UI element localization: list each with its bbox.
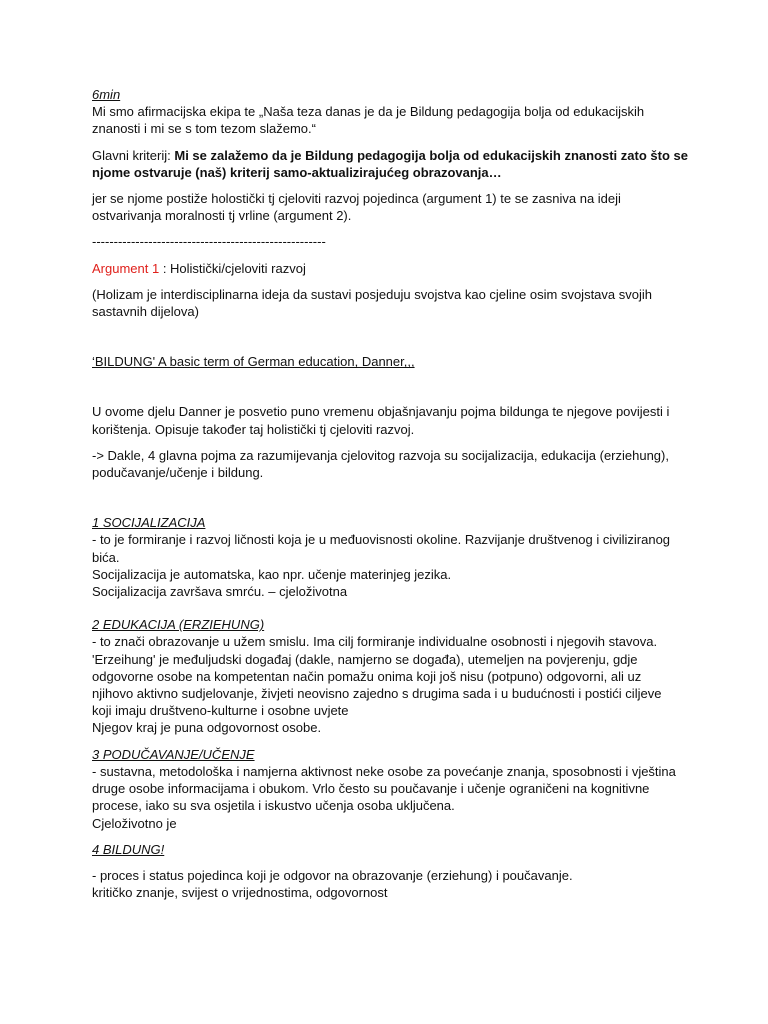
concepts-line-1: -> Dakle, 4 glavna pojma za razumijevanja cjelovitog razvoja su socijalizacija, edukacija (erziehung),: [92, 447, 669, 463]
section-line: Njegov kraj je puna odgovornost osobe.: [92, 720, 322, 736]
separator-line: ------------------------------------------------------: [92, 234, 326, 250]
section-heading: 2 EDUKACIJA (ERZIEHUNG): [92, 617, 265, 633]
section-line: - to znači obrazovanje u užem smislu. Ima cilj formiranje individualne osobnosti i njegovih stavova.: [92, 634, 658, 650]
holism-note-line-2: sastavnih dijelova): [92, 304, 199, 320]
section-line: druge osobe informacijama i obukom. Vrlo često su poučavanje i učenje ograničeni na kognitivne: [92, 781, 650, 797]
section-poducavanje: [92, 746, 692, 832]
section-line: Cjeloživotno je: [92, 815, 177, 831]
section-edukacija: [92, 616, 692, 736]
intro-line-1: Mi smo afirmacijska ekipa te „Naša teza danas je da je Bildung pedagogija bolja od edukacijskih: [92, 104, 645, 120]
section-line: odgovorne osobe na kompetentan način pomažu onima koji još nisu (potpuno) odgovorni, ali uz: [92, 668, 642, 684]
concepts-line-2: podučavanje/učenje i bildung.: [92, 465, 264, 481]
concepts-paragraph: [92, 447, 692, 481]
section-line: koji imaju društveno-kulturne i osobne uvjete: [92, 703, 349, 719]
section-line: - to je formiranje i razvoj ličnosti koja je u međuovisnosti okoline. Razvijanje društvenog i civiliziranog: [92, 532, 671, 548]
argument1-title: : Holistički/cjeloviti razvoj: [159, 260, 306, 276]
summary-line-1: U ovome djelu Danner je posvetio puno vremenu objašnjavanju pojma bildunga te njegove povijesti i: [92, 404, 670, 420]
document-page: [92, 86, 692, 901]
argument1-label: Argument 1: [92, 260, 160, 276]
holism-note-line-1: (Holizam je interdisciplinarna ideja da sustavi posjeduju svojstva kao cjeline osim svojstava svojih: [92, 286, 652, 302]
summary-line-2: korištenja. Opisuje također taj holistički tj cjeloviti razvoj.: [92, 421, 415, 437]
intro-paragraph: [92, 86, 692, 138]
criterion-label: Glavni kriterij:: [92, 147, 175, 163]
summary-paragraph: [92, 403, 692, 437]
section-line: Socijalizacija završava smrću. – cjeloživotna: [92, 584, 348, 600]
section-heading: 4 BILDUNG!: [92, 841, 165, 857]
holism-note: [92, 286, 692, 320]
section-line: procese, iako su sva osjetila i iskustvo učenja osoba uključena.: [92, 798, 455, 814]
intro-line-2: znanosti i mi se s tom tezom slažemo.“: [92, 121, 316, 137]
source-reference: ‘BILDUNG' A basic term of German education, Danner,,,: [92, 354, 415, 370]
criterion-line-1: [92, 147, 692, 164]
criterion-line-2: njome ostvaruje (naš) kriterij samo-aktualizirajućeg obrazovanja…: [92, 164, 502, 180]
section-line: - proces i status pojedinca koji je odgovor na obrazovanje (erziehung) i poučavanje.: [92, 867, 573, 883]
criterion-text: Mi se zalažemo da je Bildung pedagogija bolja od edukacijskih znanosti zato što se: [174, 147, 688, 163]
criterion-paragraph: [92, 147, 692, 181]
section-heading: 1 SOCIJALIZACIJA: [92, 515, 206, 531]
section-line: bića.: [92, 549, 120, 565]
section-line: Socijalizacija je automatska, kao npr. učenje materinjeg jezika.: [92, 566, 452, 582]
criterion-detail-line-1: jer se njome postiže holostički tj cjeloviti razvoj pojedinca (argument 1) te se zasniva na ideji: [92, 191, 621, 207]
section-bildung: [92, 841, 692, 902]
criterion-detail-line-2: ostvarivanja moralnosti tj vrline (argument 2).: [92, 208, 352, 224]
section-line: njihovo aktivno sudjelovanje, živjeti neovisno zajedno s drugima sada i u budućnosti i postići ciljeve: [92, 686, 662, 702]
section-line: - sustavna, metodološka i namjerna aktivnost neke osobe za povećanje znanja, sposobnosti i vještina: [92, 763, 676, 779]
criterion-detail-paragraph: [92, 190, 692, 224]
section-heading: 3 PODUČAVANJE/UČENJE: [92, 746, 255, 762]
argument1-heading: [92, 260, 692, 277]
time-label: 6min: [92, 87, 121, 102]
section-line: kritičko znanje, svijest o vrijednostima, odgovornost: [92, 885, 388, 901]
section-line: 'Erzeihung' je međuljudski događaj (dakle, namjerno se događa), utemeljen na povjerenju, gdje: [92, 651, 638, 667]
section-socijalizacija: [92, 514, 692, 600]
